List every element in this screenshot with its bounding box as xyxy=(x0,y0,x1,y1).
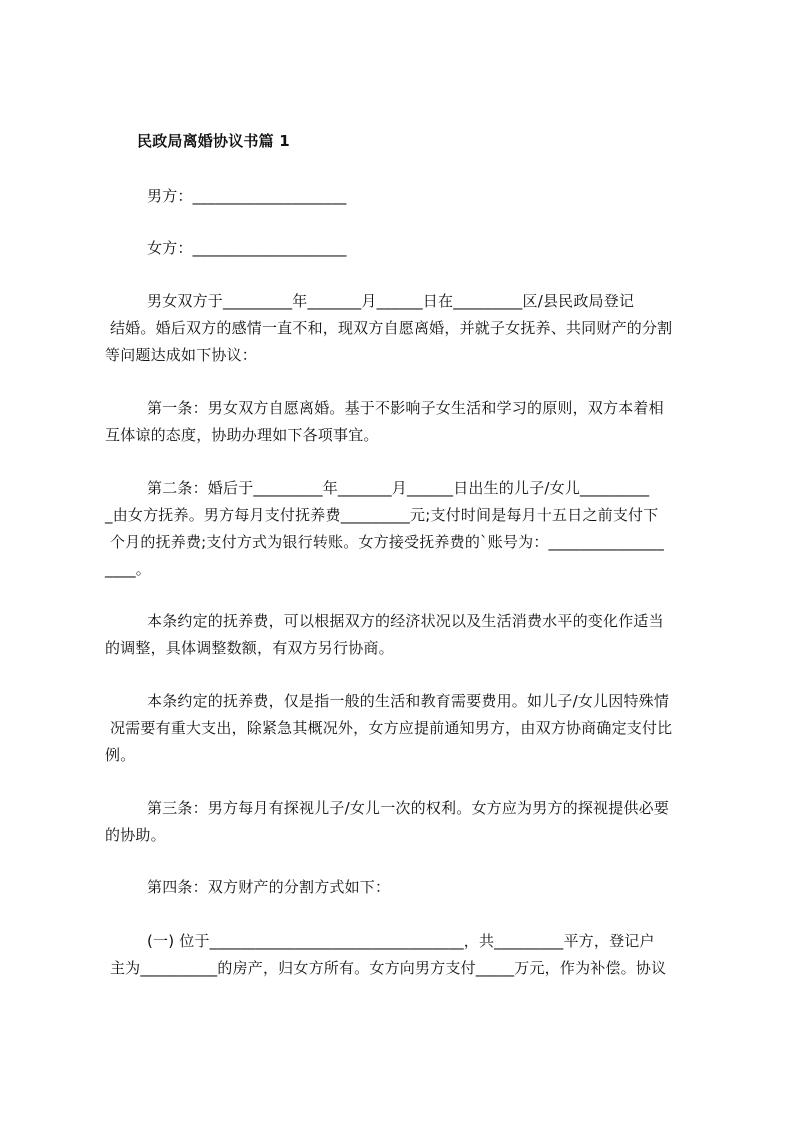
clause-b-line-1: 本条约定的抚养费，仅是指一般的生活和教育需要费用。如儿子/女儿因特殊情 xyxy=(147,692,670,710)
document-title: 民政局离婚协议书篇 1 xyxy=(137,132,290,150)
clause-b-line-3: 例。 xyxy=(105,746,136,764)
clause-b-line-2: 况需要有重大支出，除紧急其概况外，女方应提前通知男方，由双方协商确定支付比 xyxy=(105,719,673,737)
article-2-line-1: 第二条：婚后于_________年_______月______日出生的儿子/女儿_________ xyxy=(147,479,650,497)
article-3-line-2: 的协助。 xyxy=(105,826,166,844)
article-2-line-3: 个月的抚养费;支付方式为银行转账。女方接受抚养费的`账号为：_______________ xyxy=(105,533,665,551)
item-1-line-1: (一) 位于_________________________________，共_________平方，登记户 xyxy=(147,932,655,950)
article-1-line-1: 第一条：男女双方自愿离婚。基于不影响子女生活和学习的原则，双方本着相 xyxy=(147,399,664,417)
article-3-line-1: 第三条：男方每月有探视儿子/女儿一次的权利。女方应为男方的探视提供必要 xyxy=(147,799,670,817)
clause-a-line-1: 本条约定的抚养费，可以根据双方的经济状况以及生活消费水平的变化作适当 xyxy=(147,612,664,630)
woman-field: 女方：____________________ xyxy=(147,239,347,257)
article-2-line-4: ____。 xyxy=(105,560,152,578)
paragraph-intro-line-2: 结婚。婚后双方的感情一直不和，现双方自愿离婚，并就子女抚养、共同财产的分割 xyxy=(105,319,673,337)
man-field: 男方：____________________ xyxy=(147,187,347,205)
paragraph-intro-line-3: 等问题达成如下协议： xyxy=(105,346,258,364)
article-4-heading: 第四条：双方财产的分割方式如下： xyxy=(147,878,391,896)
article-2-line-2: _由女方抚养。男方每月支付抚养费_________元;支付时间是每月十五日之前支付下 xyxy=(105,506,659,524)
item-1-line-2: 主为__________的房产，归女方所有。女方向男方支付_____万元，作为补偿。协议 xyxy=(105,959,667,977)
paragraph-intro-line-1: 男女双方于_________年_______月______日在_________区/县民政局登记 xyxy=(147,292,635,310)
article-1-line-2: 互体谅的态度，协助办理如下各项事宜。 xyxy=(105,426,379,444)
clause-a-line-2: 的调整，具体调整数额，有双方另行协商。 xyxy=(105,639,394,657)
